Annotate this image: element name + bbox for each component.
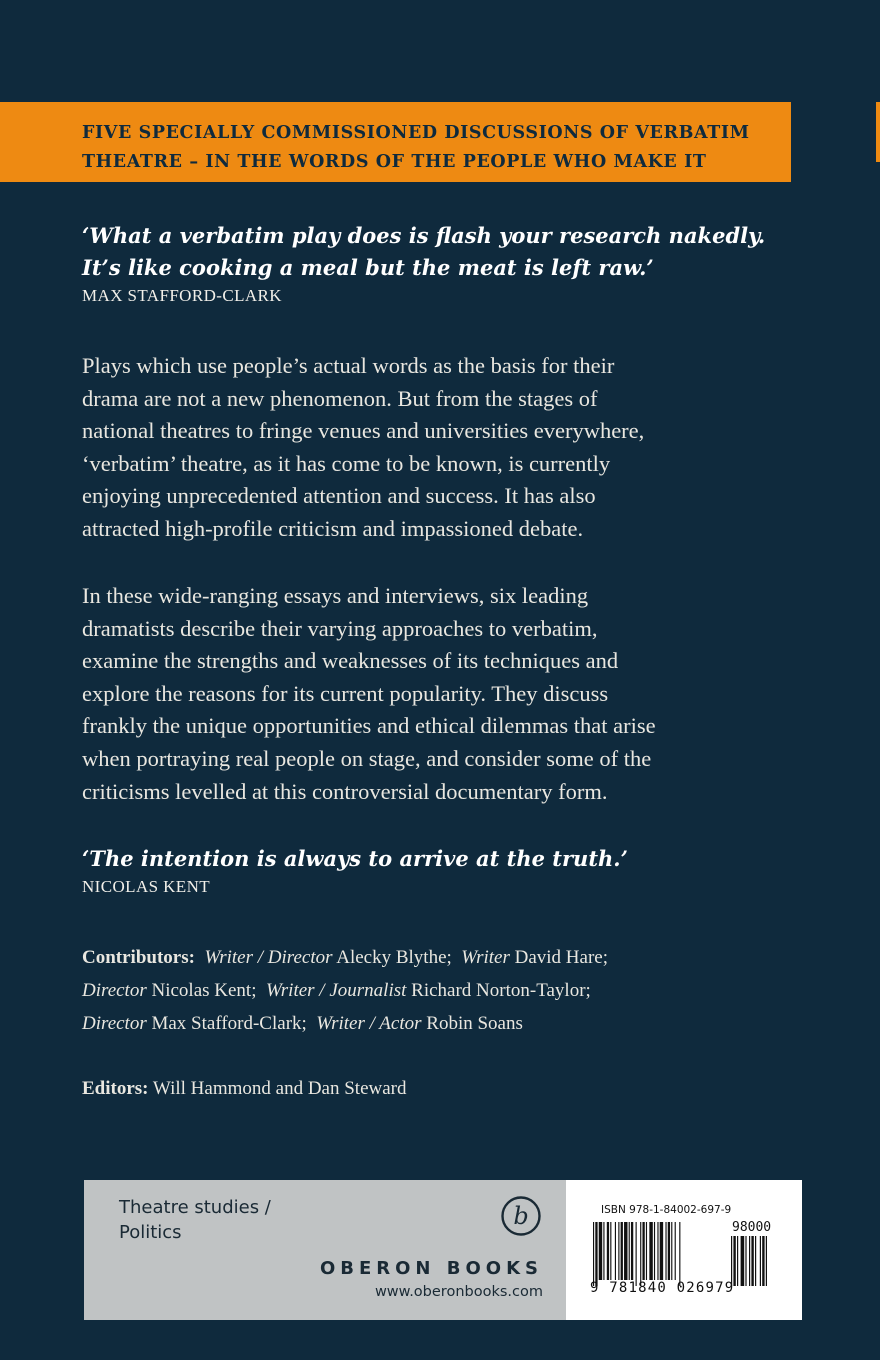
paragraph-2 (82, 580, 822, 808)
barcode-bar (610, 1222, 611, 1280)
isbn-label: ISBN 978-1-84002-697-9 (601, 1204, 732, 1216)
paragraph-1-line: Plays which use people’s actual words as the basis for their (82, 353, 615, 378)
barcode-bar (668, 1222, 670, 1280)
barcode-digits: 9 781840 026979 (590, 1280, 735, 1296)
barcode-bar (603, 1222, 604, 1280)
barcode-bar (646, 1222, 647, 1280)
subject-line-1: Theatre studies / (119, 1197, 271, 1218)
paragraph-1-line: ‘verbatim’ theatre, as it has come to be known, is currently (82, 450, 611, 476)
barcode-addon-bar (731, 1236, 732, 1286)
barcode-addon-bar (741, 1236, 745, 1286)
editors-names: Will Hammond and Dan Steward (152, 1078, 407, 1099)
barcode-addon-bar (749, 1236, 750, 1286)
paragraph-2-line: In these wide-ranging essays and interviews, six leading (82, 583, 589, 608)
editors-block (82, 1072, 812, 1105)
contributors-line-3 (82, 1007, 812, 1040)
barcode-bar (654, 1222, 655, 1280)
barcode-addon-bar (760, 1236, 761, 1286)
paragraph-1-line: national theatres to fringe venues and universities everywhere, (82, 418, 645, 444)
editors-line (82, 1072, 812, 1105)
barcode-addon-bar (766, 1236, 767, 1286)
barcode-bar (640, 1222, 641, 1286)
headline-banner (0, 102, 791, 182)
barcode-bar (615, 1222, 616, 1280)
contributor-name: Richard Norton-Taylor; (411, 980, 591, 1001)
barcode-bar (631, 1222, 633, 1280)
barcode-addon-bar (755, 1236, 756, 1286)
contributor-name: Robin Soans (426, 1013, 523, 1034)
barcode-bar (679, 1222, 680, 1286)
barcode-bar (599, 1222, 602, 1280)
contributor-name: David Hare; (514, 947, 608, 968)
logo-letter: b (513, 1202, 529, 1230)
publisher-name: OBERON BOOKS (319, 1258, 543, 1279)
editors-label: Editors: (82, 1078, 149, 1099)
barcode-addon-bar (737, 1236, 738, 1286)
barcode-bar (593, 1222, 594, 1286)
barcode-bar (642, 1222, 644, 1280)
contributor-name: Max Stafford-Clark; (151, 1013, 307, 1034)
contributor-role: Writer / Actor (316, 1013, 422, 1034)
paragraph-1-line: enjoying unprecedented attention and success. It has also (82, 483, 596, 509)
barcode-bar (636, 1222, 637, 1286)
paragraph-2-line: frankly the unique opportunities and ethical dilemmas that arise (82, 713, 656, 739)
quote-block-2 (82, 843, 812, 897)
publisher-website: www.oberonbooks.com (374, 1284, 543, 1300)
quote-1-author: MAX STAFFORD-CLARK (82, 286, 282, 305)
barcode-addon-bar (762, 1236, 764, 1286)
contributor-role: Director (82, 980, 147, 1001)
cover-edge-accent (876, 102, 880, 162)
barcode-bar (607, 1222, 609, 1280)
paragraph-1-line: attracted high-profile criticism and impassioned debate. (82, 515, 584, 541)
contributor-name: Nicolas Kent; (151, 980, 257, 1001)
barcode-bar (618, 1222, 619, 1280)
contributors-block (82, 941, 812, 1040)
subject-category (119, 1195, 271, 1245)
barcode-bar (621, 1222, 623, 1280)
price-code: 98000 (732, 1220, 772, 1235)
barcode-bar (675, 1222, 676, 1280)
contributor-role: Writer (461, 947, 510, 968)
paragraph-2-line: explore the reasons for its current popularity. They discuss (82, 680, 609, 706)
barcode-bar (665, 1222, 666, 1280)
contributors-line-1 (82, 941, 812, 974)
barcode-bar (595, 1222, 597, 1286)
quote-1-line-2: It’s like cooking a meal but the meat is left raw.’ (82, 255, 654, 280)
paragraph-2-line: examine the strengths and weaknesses of its techniques and (82, 648, 619, 674)
barcode-bar (671, 1222, 672, 1280)
contributor-role: Director (82, 1013, 147, 1034)
barcode-addon-bar (733, 1236, 735, 1286)
contributor-name: Alecky Blythe; (336, 947, 452, 968)
barcode-bar (660, 1222, 663, 1280)
barcode-bar (629, 1222, 630, 1280)
oberon-logo-icon (500, 1195, 542, 1237)
cover-footer (84, 1180, 802, 1320)
subject-line-2: Politics (119, 1222, 182, 1243)
banner-line-2: THEATRE – IN THE WORDS OF THE PEOPLE WHO MAKE IT (82, 152, 707, 172)
contributors-label: Contributors: (82, 947, 195, 968)
contributor-role: Writer / Journalist (266, 980, 407, 1001)
paragraph-2-line: when portraying real people on stage, and consider some of the (82, 745, 652, 771)
paragraph-1-line: drama are not a new phenomenon. But from the stages of (82, 385, 598, 411)
quote-block-1 (82, 220, 812, 306)
quote-2-author: NICOLAS KENT (82, 877, 211, 896)
barcode-bar (624, 1222, 627, 1280)
publisher-panel (84, 1180, 566, 1320)
paragraph-1 (82, 350, 812, 546)
banner-line-1: FIVE SPECIALLY COMMISSIONED DISCUSSIONS OF VERBATIM (82, 123, 750, 143)
paragraph-2-line: criticisms levelled at this controversial documentary form. (82, 778, 608, 804)
contributor-role: Writer / Director (204, 947, 333, 968)
paragraph-2-line: dramatists describe their varying approaches to verbatim, (82, 615, 598, 641)
barcode-addon-bar (745, 1236, 746, 1286)
barcode-bar (649, 1222, 652, 1280)
barcode-bar (657, 1222, 658, 1280)
quote-2-text: ‘The intention is always to arrive at the truth.’ (82, 846, 628, 871)
contributors-line-2 (82, 974, 812, 1007)
quote-1-line-1: ‘What a verbatim play does is flash your research nakedly. (82, 223, 766, 248)
barcode-addon-bar (751, 1236, 753, 1286)
